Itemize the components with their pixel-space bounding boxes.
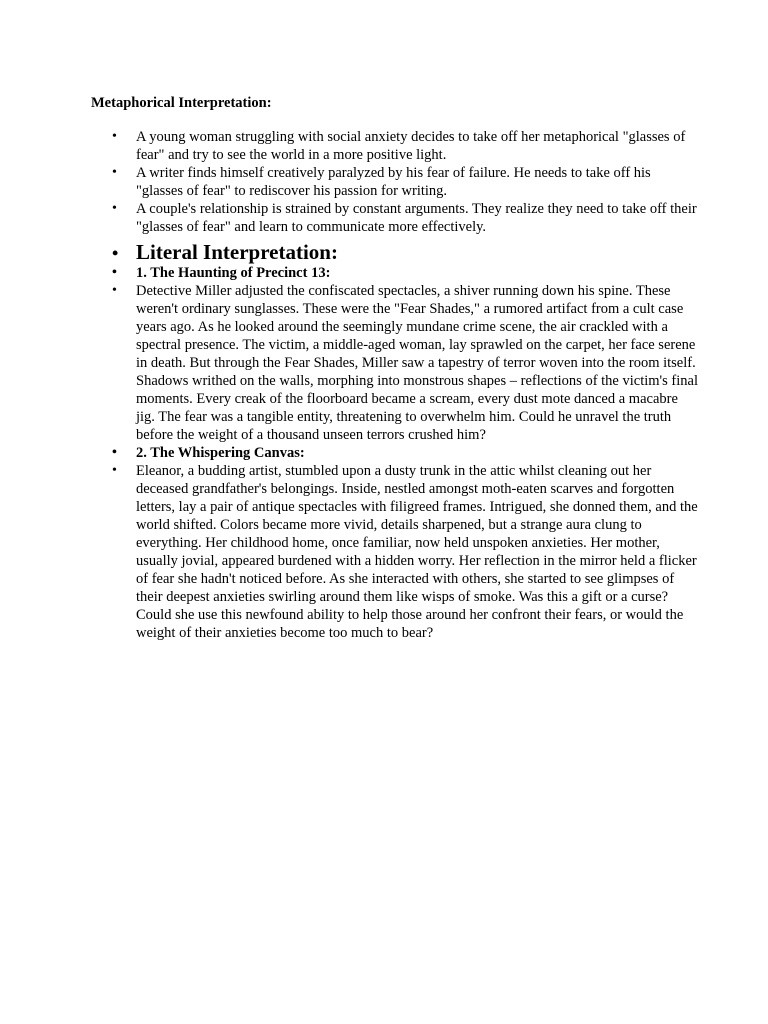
list-item-text: A writer finds himself creatively paralyzed by his fear of failure. He needs to take off his "glasses of fear" to rediscover his passion for writing. xyxy=(136,165,651,199)
bullet-icon: • xyxy=(112,265,117,280)
list-item xyxy=(0,128,700,164)
interpretation-list xyxy=(0,128,700,642)
bullet-icon: • xyxy=(112,243,119,263)
story2-text: Eleanor, a budding artist, stumbled upon a dusty trunk in the attic whilst cleaning out her deceased grandfather's belongings. Inside, nestled amongst moth-eaten scarves and forgotten letters, lay a pair of antique spectacles with filigreed frames. Intrigued, she donned them, and the world shifted. Colors became more vivid, details sharpened, but a strange aura clung to everything. Her childhood home, once familiar, now held unspoken anxieties. Her mother, usually jovial, appeared burdened with a hidden worry. Her reflection in the mirror held a flicker of fear she hadn't noticed before. As she interacted with others, she started to see glimpses of their deepest anxieties swirling around them like wisps of smoke. Was this a gift or a curse? Could she use this newfound ability to help those around her confront their fears, or would the weight of their anxieties become too much to bear? xyxy=(136,463,698,641)
list-item xyxy=(0,200,700,236)
bullet-icon: • xyxy=(112,463,117,478)
story1-title: 1. The Haunting of Precinct 13: xyxy=(136,265,331,281)
bullet-icon: • xyxy=(112,129,117,144)
list-item-text: A couple's relationship is strained by constant arguments. They realize they need to take off their "glasses of fear" and learn to communicate more effectively. xyxy=(136,201,697,235)
bullet-icon: • xyxy=(112,201,117,216)
story-title-item xyxy=(0,444,700,462)
literal-heading-item xyxy=(0,239,700,265)
story-title-item xyxy=(0,264,700,282)
literal-heading: Literal Interpretation: xyxy=(136,240,338,264)
list-item-text: A young woman struggling with social anxiety decides to take off her metaphorical "glasses of fear" and try to see the world in a more positive light. xyxy=(136,129,686,163)
story-text-item xyxy=(0,462,700,642)
bullet-icon: • xyxy=(112,283,117,298)
bullet-icon: • xyxy=(112,165,117,180)
bullet-icon: • xyxy=(112,445,117,460)
list-item xyxy=(0,164,700,200)
metaphorical-heading: Metaphorical Interpretation: xyxy=(91,95,272,111)
story2-title: 2. The Whispering Canvas: xyxy=(136,445,305,461)
story1-text: Detective Miller adjusted the confiscated spectacles, a shiver running down his spine. These weren't ordinary sunglasses. These were the "Fear Shades," a rumored artifact from a cult case years ago. As he looked around the seemingly mundane crime scene, the air crackled with a spectral presence. The victim, a middle-aged woman, lay sprawled on the carpet, her face serene in death. But through the Fear Shades, Miller saw a tapestry of terror woven into the room itself. Shadows writhed on the walls, morphing into monstrous shapes – reflections of the victim's final moments. Every creak of the floorboard became a scream, every dust mote danced a macabre jig. The fear was a tangible entity, threatening to overwhelm him. Could he unravel the truth before the weight of a thousand unseen terrors crushed him? xyxy=(136,283,698,443)
story-text-item xyxy=(0,282,700,444)
